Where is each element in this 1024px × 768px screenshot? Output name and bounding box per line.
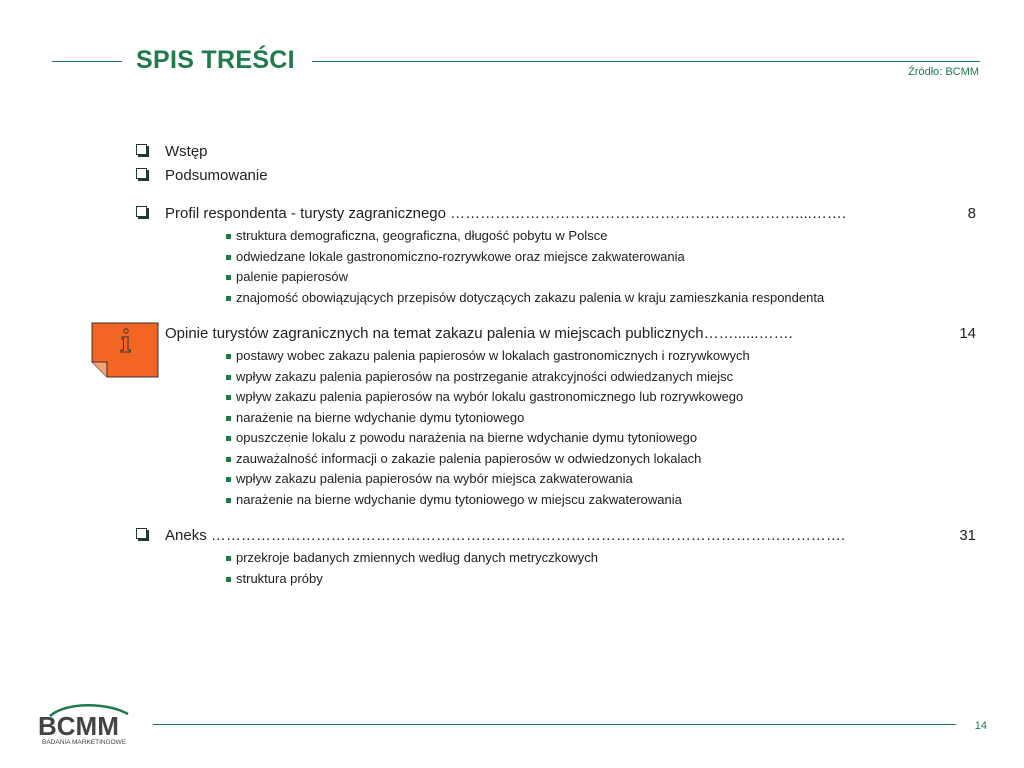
square-bullet-icon — [226, 375, 231, 380]
toc-subitem: wpływ zakazu palenia papierosów na postrzeganie atrakcyjności odwiedzanych miejsc — [136, 367, 976, 388]
square-bullet-icon — [226, 556, 231, 561]
toc-item-label: Wstęp — [165, 143, 208, 160]
toc-sublist — [136, 548, 976, 589]
square-bullet-icon — [226, 436, 231, 441]
toc-item[interactable] — [136, 524, 976, 548]
checkbox-bullet-icon — [136, 168, 147, 179]
info-note-icon — [91, 322, 159, 378]
toc-subitem: narażenie na bierne wdychanie dymu tytoniowego w miejscu zakwaterowania — [136, 490, 976, 511]
square-bullet-icon — [226, 255, 231, 260]
svg-text:BADANIA MARKETINGOWE: BADANIA MARKETINGOWE — [42, 739, 127, 746]
toc-subitem: wpływ zakazu palenia papierosów na wybór miejsca zakwaterowania — [136, 469, 976, 490]
checkbox-bullet-icon — [136, 206, 147, 217]
footer-rule — [153, 724, 956, 725]
bcmm-logo — [36, 704, 136, 746]
toc-subitem: postawy wobec zakazu palenia papierosów w lokalach gastronomicznych i rozrywkowych — [136, 346, 976, 367]
toc-subitem: narażenie na bierne wdychanie dymu tytoniowego — [136, 408, 976, 429]
square-bullet-icon — [226, 275, 231, 280]
toc-section-podsumowanie — [136, 164, 976, 188]
toc-subitem: znajomość obowiązujących przepisów dotyczących zakazu palenia w kraju zamieszkania respondenta — [136, 288, 976, 309]
source-label: Źródło: BCMM — [908, 66, 979, 78]
checkbox-bullet-icon — [136, 528, 147, 539]
toc-item[interactable] — [136, 140, 976, 164]
toc-subitem: odwiedzane lokale gastronomiczno-rozrywkowe oraz miejsce zakwaterowania — [136, 247, 976, 268]
toc-section-aneks — [136, 524, 976, 589]
table-of-contents — [136, 140, 976, 589]
toc-sublist — [136, 346, 976, 510]
square-bullet-icon — [226, 395, 231, 400]
toc-page-number: 8 — [967, 205, 976, 222]
toc-item[interactable] — [136, 322, 976, 346]
toc-page-number: 14 — [959, 325, 976, 342]
square-bullet-icon — [226, 354, 231, 359]
square-bullet-icon — [226, 498, 231, 503]
square-bullet-icon — [226, 457, 231, 462]
title-rule-left — [52, 61, 122, 62]
square-bullet-icon — [226, 577, 231, 582]
square-bullet-icon — [226, 477, 231, 482]
toc-item[interactable] — [136, 164, 976, 188]
toc-item[interactable] — [136, 202, 976, 226]
toc-item-label: Aneks ………………………………………………………………………………………………………………. — [165, 527, 846, 544]
toc-subitem: struktura demograficzna, geograficzna, długość pobytu w Polsce — [136, 226, 976, 247]
toc-subitem: opuszczenie lokalu z powodu narażenia na bierne wdychanie dymu tytoniowego — [136, 428, 976, 449]
toc-section-opinie — [136, 322, 976, 510]
toc-item-label: Profil respondenta - turysty zagranicznego ……………………………………………………………....……. — [165, 205, 846, 222]
title-rule-right — [312, 61, 980, 62]
page-number: 14 — [974, 720, 987, 732]
toc-item-label: Opinie turystów zagranicznych na temat zakazu palenia w miejscach publicznych……......……. — [165, 325, 793, 342]
square-bullet-icon — [226, 416, 231, 421]
page-title: SPIS TREŚCI — [136, 46, 295, 74]
toc-subitem: struktura próby — [136, 569, 976, 590]
checkbox-bullet-icon — [136, 144, 147, 155]
toc-subitem: zauważalność informacji o zakazie palenia papierosów w odwiedzonych lokalach — [136, 449, 976, 470]
toc-subitem: przekroje badanych zmiennych według danych metryczkowych — [136, 548, 976, 569]
toc-sublist — [136, 226, 976, 308]
toc-page-number: 31 — [959, 527, 976, 544]
toc-section-profil — [136, 202, 976, 308]
square-bullet-icon — [226, 234, 231, 239]
toc-subitem: palenie papierosów — [136, 267, 976, 288]
svg-text:BCMM: BCMM — [38, 711, 119, 741]
square-bullet-icon — [226, 296, 231, 301]
toc-section-wstep — [136, 140, 976, 164]
toc-item-label: Podsumowanie — [165, 167, 268, 184]
toc-subitem: wpływ zakazu palenia papierosów na wybór lokalu gastronomicznego lub rozrywkowego — [136, 387, 976, 408]
